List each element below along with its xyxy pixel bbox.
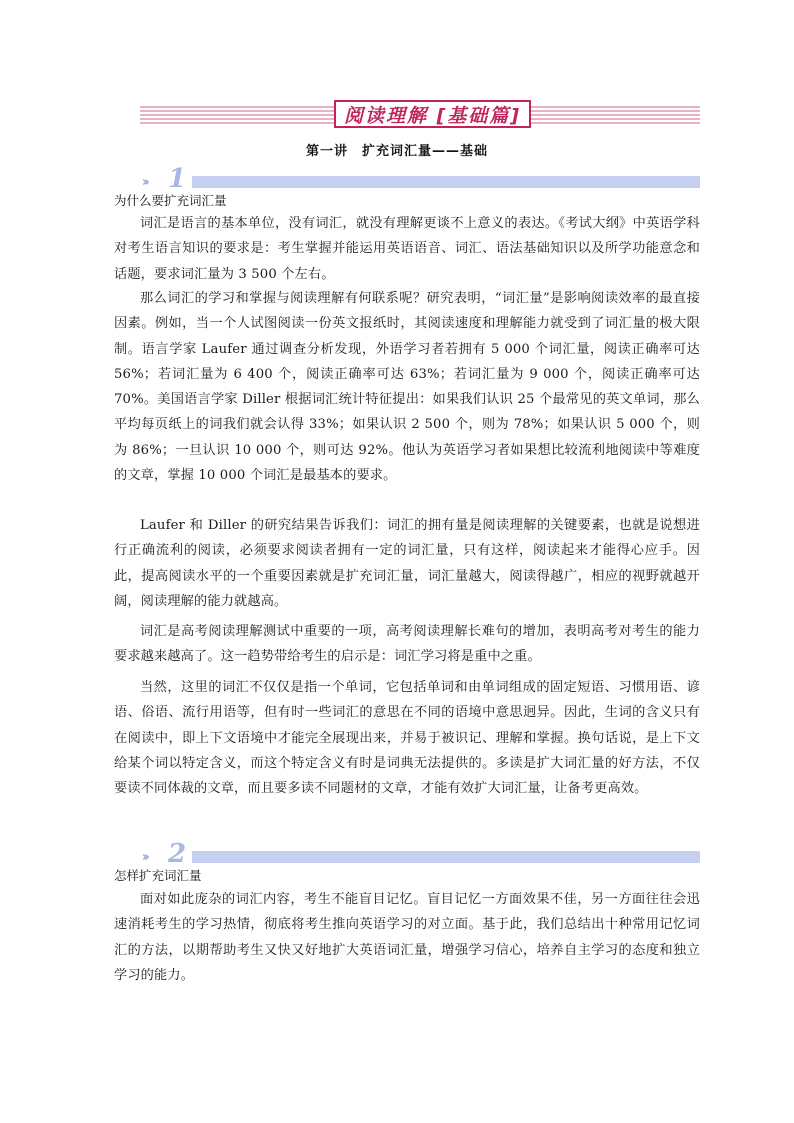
section-number: 2	[168, 839, 187, 869]
section-bar-fill	[192, 176, 700, 188]
double-arrow-icon: ››	[142, 175, 147, 190]
double-arrow-icon: ››	[142, 850, 147, 865]
paragraph: 词汇是语言的基本单位，没有词汇，就没有理解更谈不上意义的表达。《考试大纲》中英语学科对考生语言知识的要求是：考生掌握并能运用英语语音、词汇、语法基础知识以及所学功能意念和话题，要求词汇量为 3 500 个左右。	[114, 216, 700, 282]
lecture-title: 第一讲 扩充词汇量——基础	[305, 144, 488, 159]
section-title: 为什么要扩充词汇量	[114, 193, 227, 208]
paragraph: 那么词汇的学习和掌握与阅读理解有何联系呢？研究表明，“词汇量”是影响阅读效率的最直接因素。例如，当一个人试图阅读一份英文报纸时，其阅读速度和理解能力就受到了词汇量的极大限制。语言学家 Laufer 通过调查分析发现，外语学习者若拥有 5 000 个词汇量，阅读正确率可达 56%；若词汇量为 6 400 个，阅读正确率可达 63%；若词汇量为 9 000 个，阅读正确率可达 70%。美国语言学家 Diller 根据词汇统计特征提出：如果我们认识 25 个最常见的英文单词，那么平均每页纸上的词我们就会认得 33%；如果认识 2 500 个，则为 78%；如果认识 5 000 个，则为 86%；一旦认识 10 000 个，则可达 92%。他认为英语学习者如果想比较流利地阅读中等难度的文章，掌握 10 000 个词汇是最基本的要求。	[114, 291, 700, 484]
section-title: 怎样扩充词汇量	[114, 868, 202, 883]
banner-title-box	[334, 100, 531, 128]
paragraph: 当然，这里的词汇不仅仅是指一个单词，它包括单词和由单词组成的固定短语、习惯用语、谚语、俗语、流行用语等，但有时一些词汇的意思在不同的语境中意思迥异。因此，生词的含义只有在阅读中，即上下文语境中才能完全展现出来，并易于被识记、理解和掌握。换句话说，是上下文给某个词以特定含义，而这个特定含义有时是词典无法提供的。多读是扩大词汇量的好方法，不仅要读不同体裁的文章，而且要多读不同题材的文章，才能有效扩大词汇量，让备考更高效。	[114, 680, 700, 797]
paragraph: 词汇是高考阅读理解测试中重要的一项，高考阅读理解长难句的增加，表明高考对考生的能力要求越来越高了。这一趋势带给考生的启示是：词汇学习将是重中之重。	[114, 624, 700, 665]
banner	[140, 100, 700, 130]
paragraph: Laufer 和 Diller 的研究结果告诉我们：词汇的拥有量是阅读理解的关键要素，也就是说想进行正确流利的阅读，必须要求阅读者拥有一定的词汇量，只有这样，阅读起来才能得心应手。因此，提高阅读水平的一个重要因素就是扩充词汇量，词汇量越大，阅读得越广，相应的视野就越开阔，阅读理解的能力就越高。	[114, 518, 700, 609]
section-header-2	[140, 839, 700, 869]
paragraph: 面对如此庞杂的词汇内容，考生不能盲目记忆。盲目记忆一方面效果不佳，另一方面往往会迅速消耗考生的学习热情，彻底将考生推向英语学习的对立面。基于此，我们总结出十种常用记忆词汇的方法，以期帮助考生又快又好地扩大英语词汇量，增强学习信心，培养自主学习的态度和独立学习的能力。	[114, 892, 700, 983]
section-number: 1	[168, 164, 187, 194]
banner-title: 阅读理解 [基础篇]	[344, 104, 521, 127]
section-bar-fill	[192, 851, 700, 863]
section-header-1	[140, 164, 700, 194]
